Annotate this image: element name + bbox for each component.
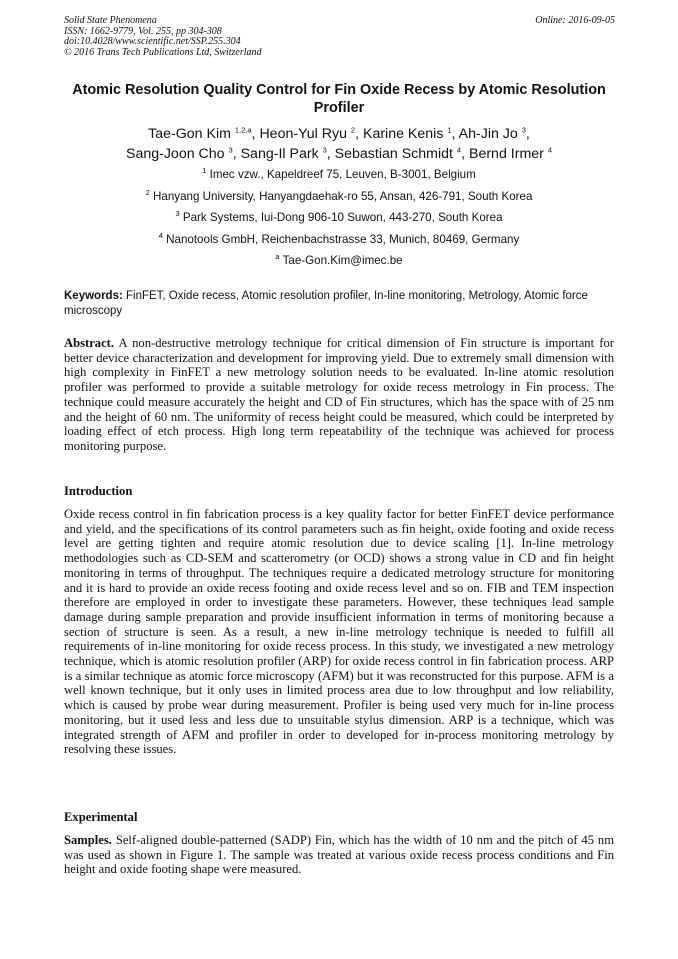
author-affil-mark: 1,2,a [234, 125, 252, 135]
abstract-text: A non-destructive metrology technique for critical dimension of Fin structure is important for better device characterization and development for improving yield. Due to extremely small dimension with high complexity in FinFET a new metrology solution needs to be evaluated. In-line atomic resolution profiler was performed to provide a suitable metrology for oxide recess metrology in Fin process. The technique could measure accurately the height and CD of Fin structures, which has the space with of 25 nm and the height of 60 nm. The uniformity of recess height could be measured, which could be interpreted by loading effect of etch process. High long term repeatability of the technique was achieved for process monitoring purpose. [64, 336, 614, 453]
author-affil-mark: 3 [228, 145, 233, 155]
samples-paragraph [64, 833, 614, 877]
samples-label: Samples. [64, 833, 112, 847]
author: Sang-Il Park [240, 146, 323, 162]
copyright-line: © 2016 Trans Tech Publications Ltd, Switzerland [64, 46, 262, 58]
author-affil-mark: 3 [322, 145, 327, 155]
online-date: Online: 2016-09-05 [535, 15, 615, 26]
keywords-text: FinFET, Oxide recess, Atomic resolution profiler, In-line monitoring, Metrology, Atomic force microscopy [64, 290, 588, 317]
introduction-text: Oxide recess control in fin fabrication process is a key quality factor for better FinFET device performance and yield, and the specifications of its control parameters such as fin height, oxide footing and oxide recess level are getting tighten and require atomic resolution due to device scaling [1]. In-line metrology methodologies such as CD-SEM and scatterometry (or OCD) shows a strong value in CD and fin height monitoring in terms of throughput. The techniques require a dedicated metrology structure for monitoring and it is hard to provide an oxide recess footing and oxide recess level and so on. FIB and TEM inspection therefore are employed in order to investigate these parameters. However, these techniques lead sample damage during sample preparation and provide insufficient information in terms of monitoring because a section of structure is seen. As a result, a new in-line metrology technique is needed to fulfill all requirements of in-line monitoring for oxide recess process. In this study, we investigated a new metrology technique, which is atomic resolution profiler (ARP) for oxide recess control in fin fabrication process. ARP is a similar technique as atomic force microscopy (AFM) but it was reconstructed for this purpose. AFM is a well known technique, but it only uses in limited process area due to low throughput and low reliability, which is caused by probe wear during measurement. Profiler is being used very much for in-line process monitoring, but it used less and less due to unsuitable stylus dimension. ARP is a technique, which was integrated strength of AFM and profiler in order to developed for in-process monitoring metrology by resolving these issues. [64, 507, 614, 757]
paper-title: Atomic Resolution Quality Control for Fin Oxide Recess by Atomic Resolution Profiler [72, 82, 606, 116]
keywords [64, 289, 614, 318]
author-affil-mark: 4 [456, 145, 462, 155]
author: Sebastian Schmidt [334, 146, 457, 162]
author: Tae-Gon Kim [148, 126, 235, 142]
author-affil-mark: 3 [521, 125, 526, 135]
affiliation-1: $^1$ Imec vzw., Kapeldreef 75, Leuven, B-3001, Belgium [202, 166, 476, 181]
author: Sang-Joon Cho [125, 146, 229, 162]
samples-text: Self-aligned double-patterned (SADP) Fin, which has the width of 10 nm and the pitch of 45 nm was used as shown in Figure 1. The sample was treated at various oxide recess process conditions and Fin height and oxide footing shape were measured. [64, 833, 614, 877]
affiliation-3: $^3$ Park Systems, Iui-Dong 906-10 Suwon, 443-270, South Korea [175, 209, 503, 224]
author-list: Tae-Gon Kim $^{1,2,a}$, Heon-Yul Ryu $^2$, Karine Kenis $^1$, Ah-Jin Jo $^3$, Sang-Joon Cho $^3$, Sang-Il Park $^3$, Sebastian Schmidt $^4$, Bernd Irmer $^4$ [125, 125, 552, 162]
journal-name: Solid State Phenomena [64, 15, 157, 26]
issn-line: ISSN: 1662-9779, Vol. 255, pp 304-308 [64, 25, 222, 37]
affiliation-2: $^2$ Hanyang University, Hanyangdaehak-ro 55, Ansan, 426-791, South Korea [145, 188, 533, 203]
abstract [64, 336, 614, 454]
author: Karine Kenis [362, 126, 448, 142]
introduction-heading: Introduction [64, 484, 133, 498]
author-affil-mark: 4 [547, 145, 552, 155]
author-affil-mark: 1 [447, 125, 452, 135]
doi-line: doi:10.4028/www.scientific.net/SSP.255.304 [64, 36, 241, 47]
affiliation-4: $^4$ Nanotools GmbH, Reichenbachstrasse 33, Munich, 80469, Germany [158, 231, 520, 246]
author: Heon-Yul Ryu [259, 126, 351, 142]
author: Ah-Jin Jo [458, 126, 522, 142]
experimental-heading: Experimental [64, 810, 138, 824]
keywords-label: Keywords: [64, 290, 123, 302]
journal-header [64, 16, 262, 58]
author-affil-mark: 2 [350, 125, 356, 135]
author: Bernd Irmer [468, 146, 548, 162]
abstract-label: Abstract. [64, 336, 115, 350]
author-email: $^a$ Tae-Gon.Kim@imec.be [275, 252, 403, 267]
